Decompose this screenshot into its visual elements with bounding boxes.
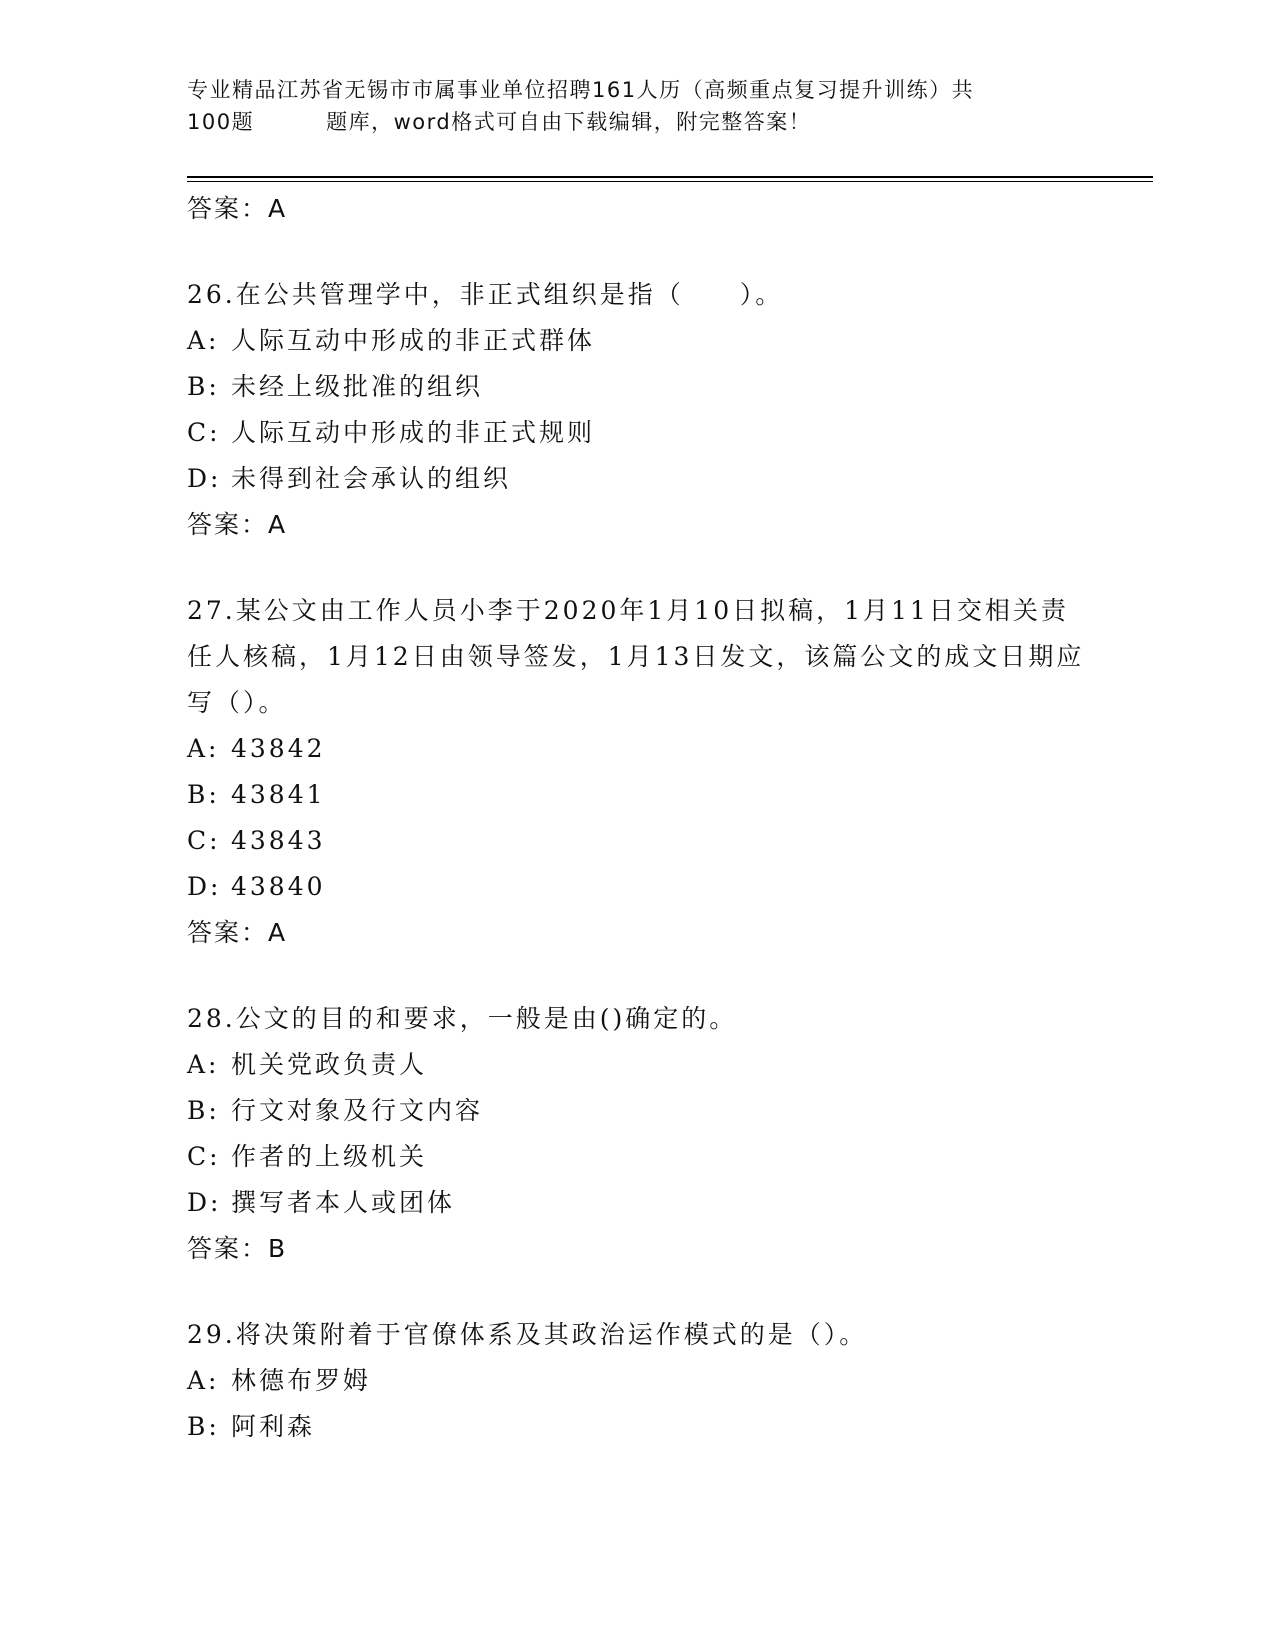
answer-line: 答案：A	[187, 194, 288, 223]
question-28	[187, 996, 1087, 1272]
option-letter: C:	[187, 826, 221, 855]
option-text: 行文对象及行文内容	[231, 1096, 484, 1125]
option-text: 43843	[231, 826, 326, 855]
option-letter: A:	[187, 1050, 220, 1079]
option-a	[187, 318, 1087, 364]
option-letter: A:	[187, 326, 220, 355]
answer-line: 答案：A	[187, 510, 288, 539]
option-text: 阿利森	[231, 1412, 316, 1441]
option-letter: B:	[187, 1096, 220, 1125]
option-c	[187, 410, 1087, 456]
header-divider-thin	[187, 181, 1153, 182]
option-letter: B:	[187, 780, 220, 809]
option-text: 未得到社会承认的组织	[231, 464, 512, 493]
option-d	[187, 1180, 1087, 1226]
header-description: 题库，word格式可自由下载编辑，附完整答案！	[326, 110, 812, 134]
option-letter: A:	[187, 734, 220, 763]
header-count: 100题	[187, 110, 255, 134]
question-27	[187, 588, 1087, 956]
header-line-2	[187, 106, 1067, 138]
option-b	[187, 364, 1087, 410]
option-letter: A:	[187, 1366, 220, 1395]
option-letter: B:	[187, 1412, 220, 1441]
option-text: 人际互动中形成的非正式规则	[231, 418, 596, 447]
option-text: 43841	[231, 780, 326, 809]
header-line-1: 专业精品江苏省无锡市市属事业单位招聘161人历（高频重点复习提升训练）共	[187, 78, 975, 102]
answer-line: 答案：A	[187, 918, 288, 947]
question-26	[187, 272, 1087, 548]
option-text: 林德布罗姆	[231, 1366, 372, 1395]
option-d	[187, 864, 1087, 910]
option-text: 作者的上级机关	[231, 1142, 428, 1171]
option-letter: D:	[187, 1188, 222, 1217]
header-divider	[187, 176, 1153, 178]
option-b	[187, 1088, 1087, 1134]
answer-line: 答案：B	[187, 1234, 288, 1263]
option-b	[187, 772, 1087, 818]
option-letter: D:	[187, 464, 222, 493]
option-a	[187, 726, 1087, 772]
option-letter: B:	[187, 372, 220, 401]
question-stem: 28.公文的目的和要求，一般是由()确定的。	[187, 1004, 738, 1033]
question-stem: 29.将决策附着于官僚体系及其政治运作模式的是（）。	[187, 1320, 868, 1349]
option-text: 人际互动中形成的非正式群体	[231, 326, 596, 355]
option-text: 43840	[231, 872, 326, 901]
document-header	[187, 74, 1067, 138]
option-letter: C:	[187, 1142, 221, 1171]
question-stem: 27.某公文由工作人员小李于2020年1月10日拟稿，1月11日交相关责任人核稿，1月12日由领导签发，1月13日发文，该篇公文的成文日期应写（）。	[187, 596, 1085, 717]
option-letter: D:	[187, 872, 222, 901]
option-a	[187, 1042, 1087, 1088]
option-c	[187, 1134, 1087, 1180]
question-29	[187, 1312, 1087, 1450]
option-a	[187, 1358, 1087, 1404]
option-text: 撰写者本人或团体	[231, 1188, 456, 1217]
option-text: 43842	[231, 734, 326, 763]
option-c	[187, 818, 1087, 864]
option-text: 机关党政负责人	[231, 1050, 428, 1079]
document-body	[187, 186, 1087, 1450]
option-text: 未经上级批准的组织	[231, 372, 484, 401]
question-stem: 26.在公共管理学中，非正式组织是指（ ）。	[187, 280, 784, 309]
option-b	[187, 1404, 1087, 1450]
option-letter: C:	[187, 418, 221, 447]
option-d	[187, 456, 1087, 502]
